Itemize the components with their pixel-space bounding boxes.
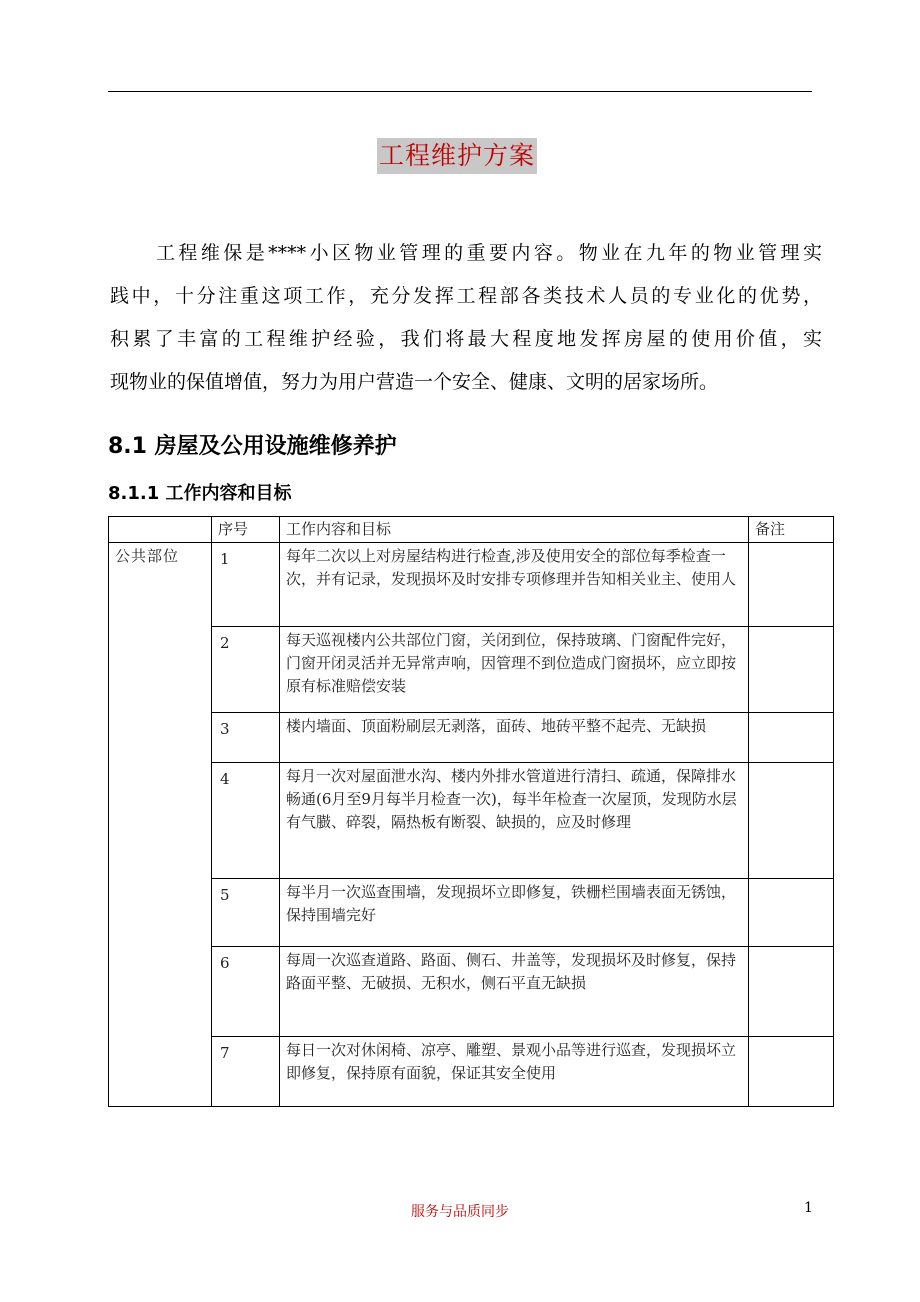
area-cell: 公共部位 <box>109 543 212 1107</box>
intro-paragraph <box>110 232 822 404</box>
note-cell <box>749 713 834 763</box>
table-row <box>109 627 834 713</box>
work-table <box>108 516 834 1107</box>
intro-line: 工程维保是****小区物业管理的重要内容。物业在九年的物业管理实 <box>156 242 822 264</box>
note-cell <box>749 1037 834 1107</box>
content-cell: 楼内墙面、顶面粉刷层无剥落，面砖、地砖平整不起壳、无缺损 <box>280 713 749 763</box>
seq-cell: 6 <box>212 947 280 1037</box>
header-cell-area <box>109 517 212 543</box>
note-cell <box>749 543 834 627</box>
document-title: 工程维护方案 <box>377 138 537 174</box>
note-cell <box>749 879 834 947</box>
intro-line: 践中，十分注重这项工作，充分发挥工程部各类技术人员的专业化的优势， <box>110 285 822 307</box>
table-row <box>109 763 834 879</box>
content-cell: 每月一次对屋面泄水沟、楼内外排水管道进行清扫、疏通，保障排水畅通(6月至9月每半月检查一次)，每半年检查一次屋顶，发现防水层有气臌、碎裂，隔热板有断裂、缺损的，应及时修理 <box>280 763 749 879</box>
content-cell: 每天巡视楼内公共部位门窗，关闭到位，保持玻璃、门窗配件完好，门窗开闭灵活并无异常声响，因管理不到位造成门窗损坏，应立即按原有标准赔偿安装 <box>280 627 749 713</box>
content-cell: 每周一次巡查道路、路面、侧石、井盖等，发现损坏及时修复，保持路面平整、无破损、无积水，侧石平直无缺损 <box>280 947 749 1037</box>
note-cell <box>749 763 834 879</box>
section-heading: 8.1 房屋及公用设施维修养护 <box>108 434 397 459</box>
header-cell-note: 备注 <box>749 517 834 543</box>
seq-cell: 5 <box>212 879 280 947</box>
seq-cell: 7 <box>212 1037 280 1107</box>
header-cell-content: 工作内容和目标 <box>280 517 749 543</box>
note-cell <box>749 947 834 1037</box>
content-cell: 每年二次以上对房屋结构进行检查,涉及使用安全的部位每季检查一次，并有记录，发现损坏及时安排专项修理并告知相关业主、使用人 <box>280 543 749 627</box>
subsection-heading: 8.1.1 工作内容和目标 <box>108 483 292 504</box>
table-header-row <box>109 517 834 543</box>
table-row <box>109 1037 834 1107</box>
table-row <box>109 947 834 1037</box>
intro-line: 现物业的保值增值，努力为用户营造一个安全、健康、文明的居家场所。 <box>110 371 719 393</box>
seq-cell: 1 <box>212 543 280 627</box>
header-rule <box>108 91 812 92</box>
page-number: 1 <box>804 1200 813 1216</box>
content-cell: 每日一次对休闲椅、凉亭、雕塑、景观小品等进行巡查，发现损坏立即修复，保持原有面貌，保证其安全使用 <box>280 1037 749 1107</box>
note-cell <box>749 627 834 713</box>
table-row <box>109 543 834 627</box>
table-row <box>109 713 834 763</box>
seq-cell: 3 <box>212 713 280 763</box>
header-cell-seq: 序号 <box>212 517 280 543</box>
footer-slogan: 服务与品质同步 <box>411 1204 509 1220</box>
seq-cell: 2 <box>212 627 280 713</box>
intro-line: 积累了丰富的工程维护经验，我们将最大程度地发挥房屋的使用价值，实 <box>110 328 822 350</box>
seq-cell: 4 <box>212 763 280 879</box>
table-row <box>109 879 834 947</box>
content-cell: 每半月一次巡查围墙，发现损坏立即修复，铁栅栏围墙表面无锈蚀，保持围墙完好 <box>280 879 749 947</box>
